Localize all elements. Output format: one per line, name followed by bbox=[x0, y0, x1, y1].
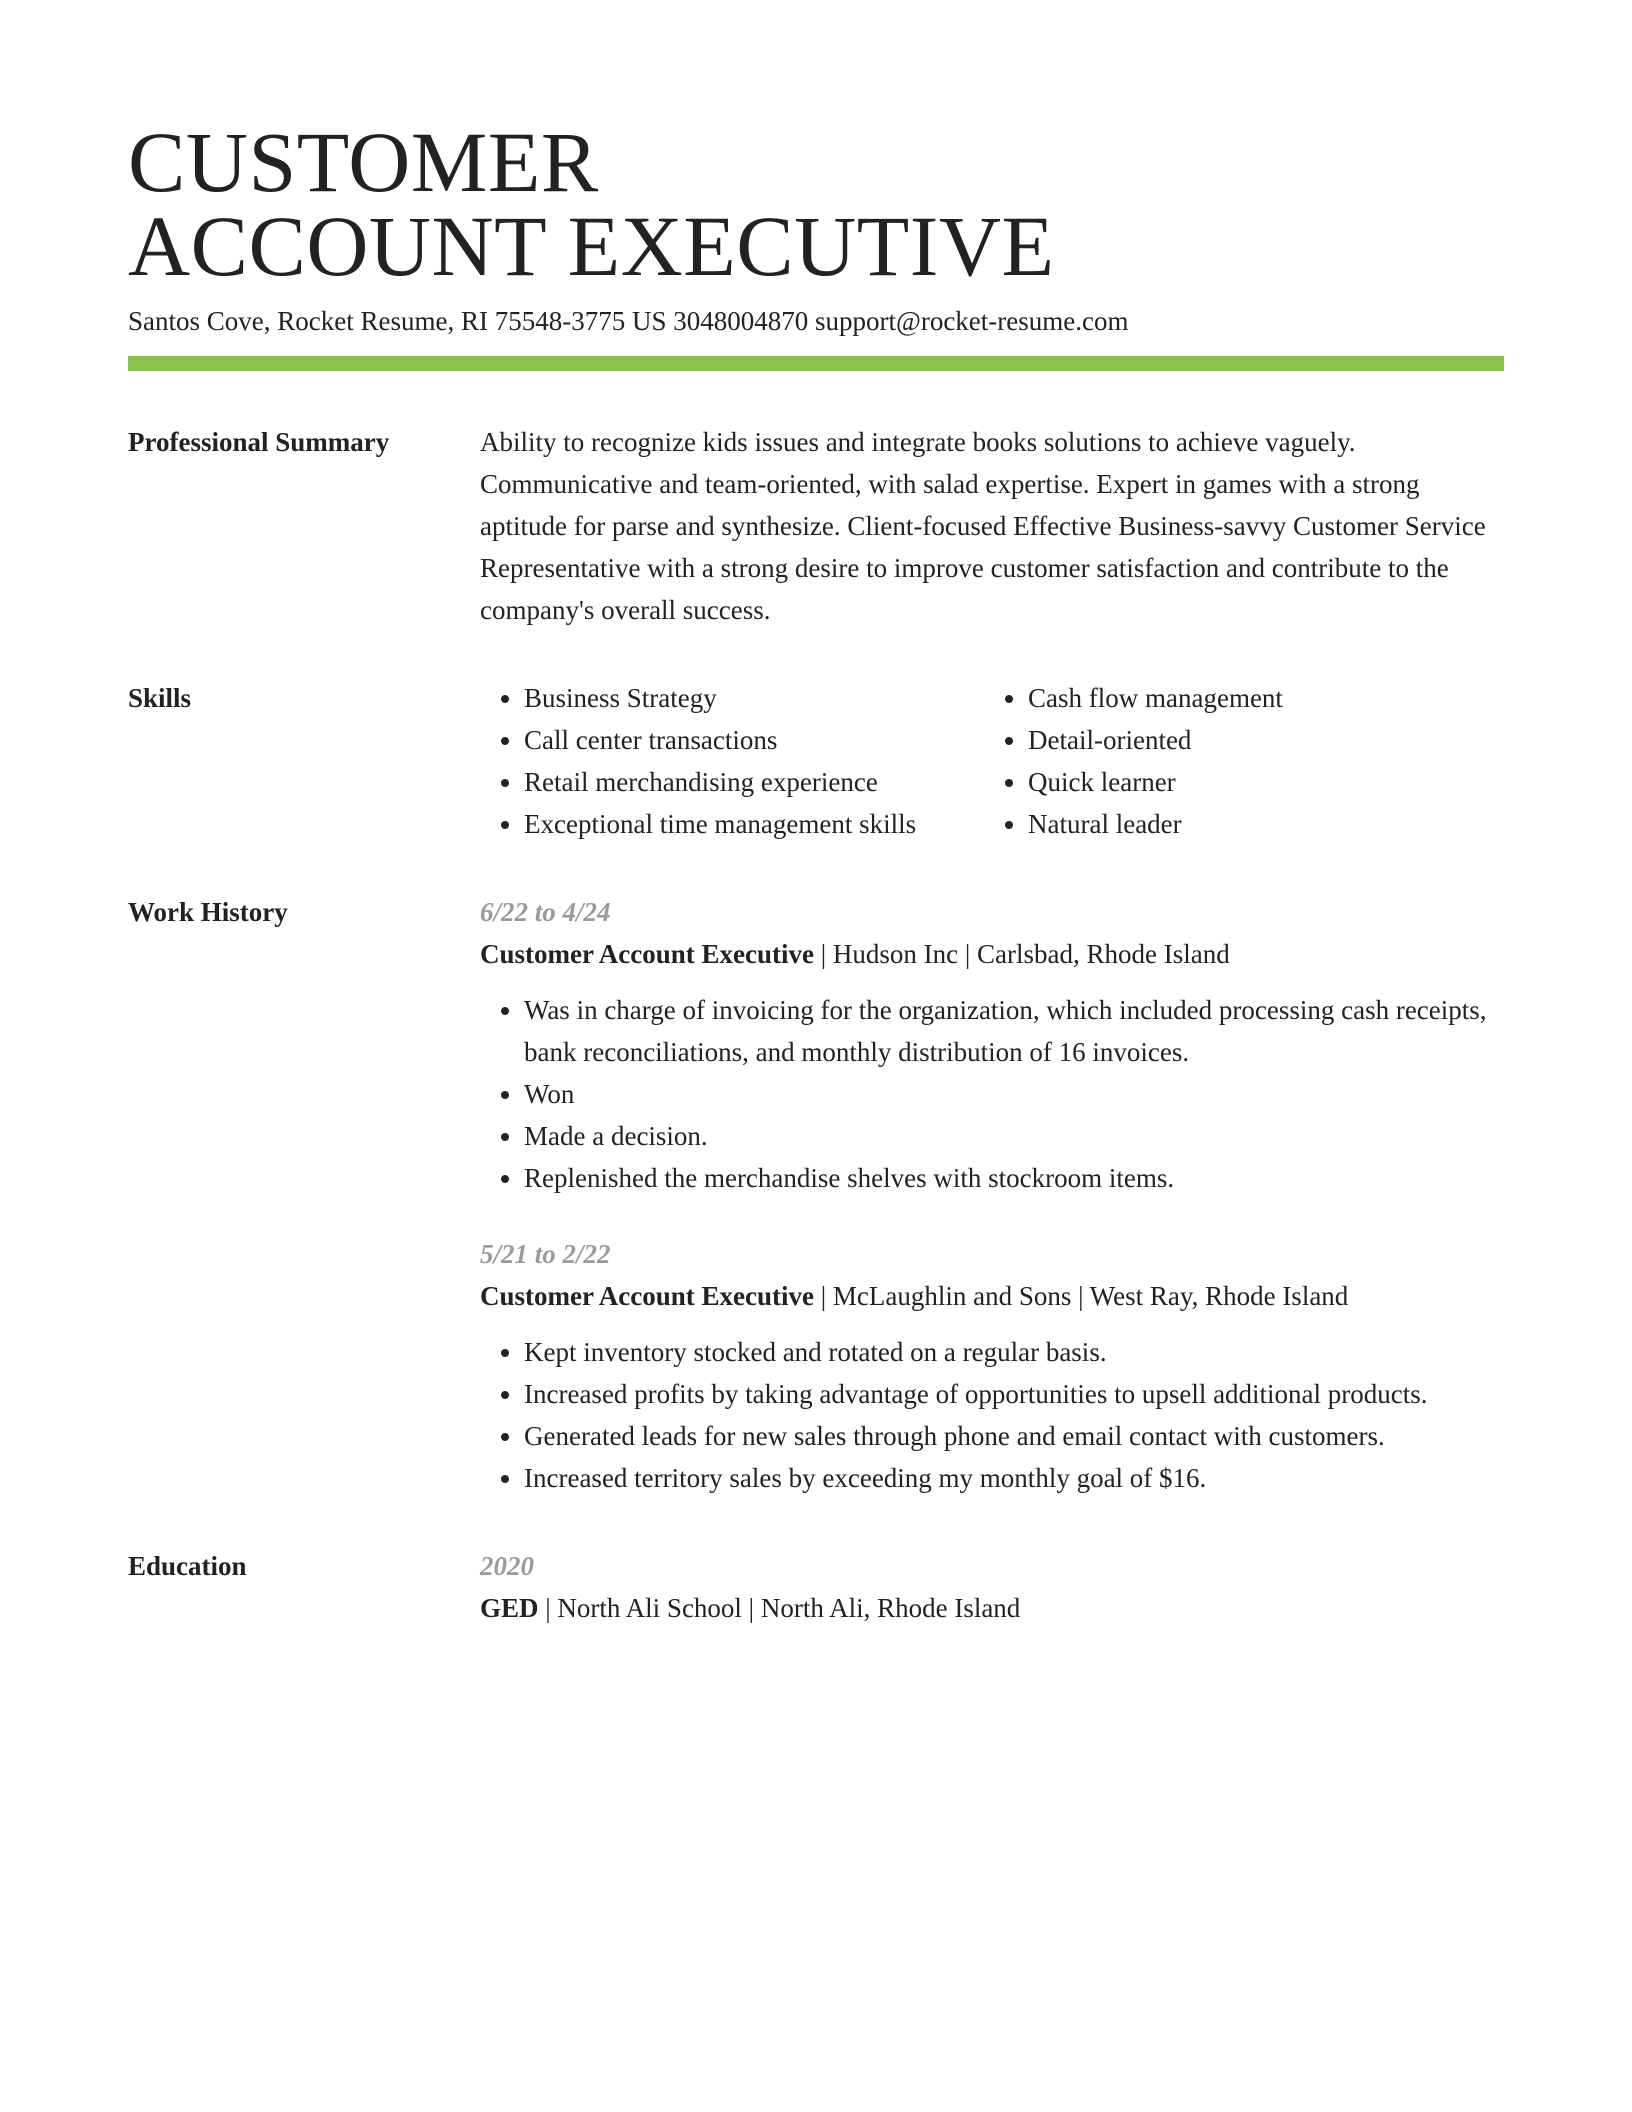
skill-item: • Quick learner bbox=[1028, 761, 1283, 803]
job-details: | Hudson Inc | Carlsbad, Rhode Island bbox=[813, 939, 1230, 969]
skill-item: • Business Strategy bbox=[524, 677, 984, 719]
skill-item: • Exceptional time management skills bbox=[524, 803, 984, 845]
work-history-body bbox=[480, 891, 1504, 1499]
name-line-1: CUSTOMER bbox=[128, 114, 599, 210]
job-role: Customer Account Executive bbox=[480, 939, 814, 969]
job-bullet: • Won bbox=[524, 1073, 1504, 1115]
contact-line: Santos Cove, Rocket Resume, RI 75548-3775 US 3048004870 support@rocket-resume.com bbox=[128, 306, 1129, 336]
summary-body bbox=[480, 421, 1504, 631]
work-history-section bbox=[128, 891, 1504, 1499]
summary-title: Professional Summary bbox=[128, 427, 390, 457]
education-section bbox=[128, 1545, 1504, 1629]
skill-item: • Detail-oriented bbox=[1028, 719, 1283, 761]
skill-item: • Natural leader bbox=[1028, 803, 1283, 845]
skills-body bbox=[480, 677, 1504, 845]
education-details: | North Ali School | North Ali, Rhode Island bbox=[538, 1593, 1021, 1623]
skills-title: Skills bbox=[128, 683, 192, 713]
job-dates: 5/21 to 2/22 bbox=[480, 1239, 611, 1269]
skills-column-1 bbox=[480, 677, 984, 845]
job-title-line bbox=[480, 1275, 1504, 1317]
job-details: | McLaughlin and Sons | West Ray, Rhode Island bbox=[813, 1281, 1349, 1311]
job-bullet: • Kept inventory stocked and rotated on a regular basis. bbox=[524, 1331, 1504, 1373]
skills-columns bbox=[480, 677, 1504, 845]
skills-section bbox=[128, 677, 1504, 845]
education-degree: GED bbox=[480, 1593, 539, 1623]
resume-page bbox=[128, 114, 1504, 1629]
name-line-2: ACCOUNT EXECUTIVE bbox=[128, 198, 1055, 294]
education-dates: 2020 bbox=[480, 1551, 534, 1581]
skills-column-2 bbox=[984, 677, 1283, 845]
job-title-line bbox=[480, 933, 1504, 975]
job-bullets bbox=[480, 989, 1504, 1199]
work-history-title: Work History bbox=[128, 897, 288, 927]
job-bullets bbox=[480, 1331, 1504, 1499]
education-title: Education bbox=[128, 1551, 247, 1581]
education-line bbox=[480, 1587, 1504, 1629]
summary-section bbox=[128, 421, 1504, 631]
job-bullet: • Replenished the merchandise shelves with stockroom items. bbox=[524, 1157, 1504, 1199]
accent-divider bbox=[128, 356, 1504, 371]
job-bullet: • Increased profits by taking advantage of opportunities to upsell additional products. bbox=[524, 1373, 1504, 1415]
job-entry bbox=[480, 891, 1504, 1199]
job-dates: 6/22 to 4/24 bbox=[480, 897, 611, 927]
job-bullet: • Was in charge of invoicing for the organization, which included processing cash receipts, bank reconciliations, and monthly distribution of 16 invoices. bbox=[524, 989, 1504, 1073]
job-role: Customer Account Executive bbox=[480, 1281, 814, 1311]
job-bullet: • Increased territory sales by exceeding my monthly goal of $16. bbox=[524, 1457, 1504, 1499]
job-bullet: • Generated leads for new sales through phone and email contact with customers. bbox=[524, 1415, 1504, 1457]
job-entry bbox=[480, 1233, 1504, 1499]
skill-item: • Cash flow management bbox=[1028, 677, 1283, 719]
resume-name bbox=[128, 114, 1504, 294]
education-body bbox=[480, 1545, 1504, 1629]
skill-item: • Call center transactions bbox=[524, 719, 984, 761]
job-bullet: • Made a decision. bbox=[524, 1115, 1504, 1157]
summary-text: Ability to recognize kids issues and integrate books solutions to achieve vaguely. Communicative and team-oriented, with salad expertise. Expert in games with a strong aptitude for parse and synthesize. Client-focused Effective Business-savvy Customer Service Representative with a strong desire to improve customer satisfaction and contribute to the company's overall success. bbox=[480, 427, 1486, 625]
skill-item: • Retail merchandising experience bbox=[524, 761, 984, 803]
